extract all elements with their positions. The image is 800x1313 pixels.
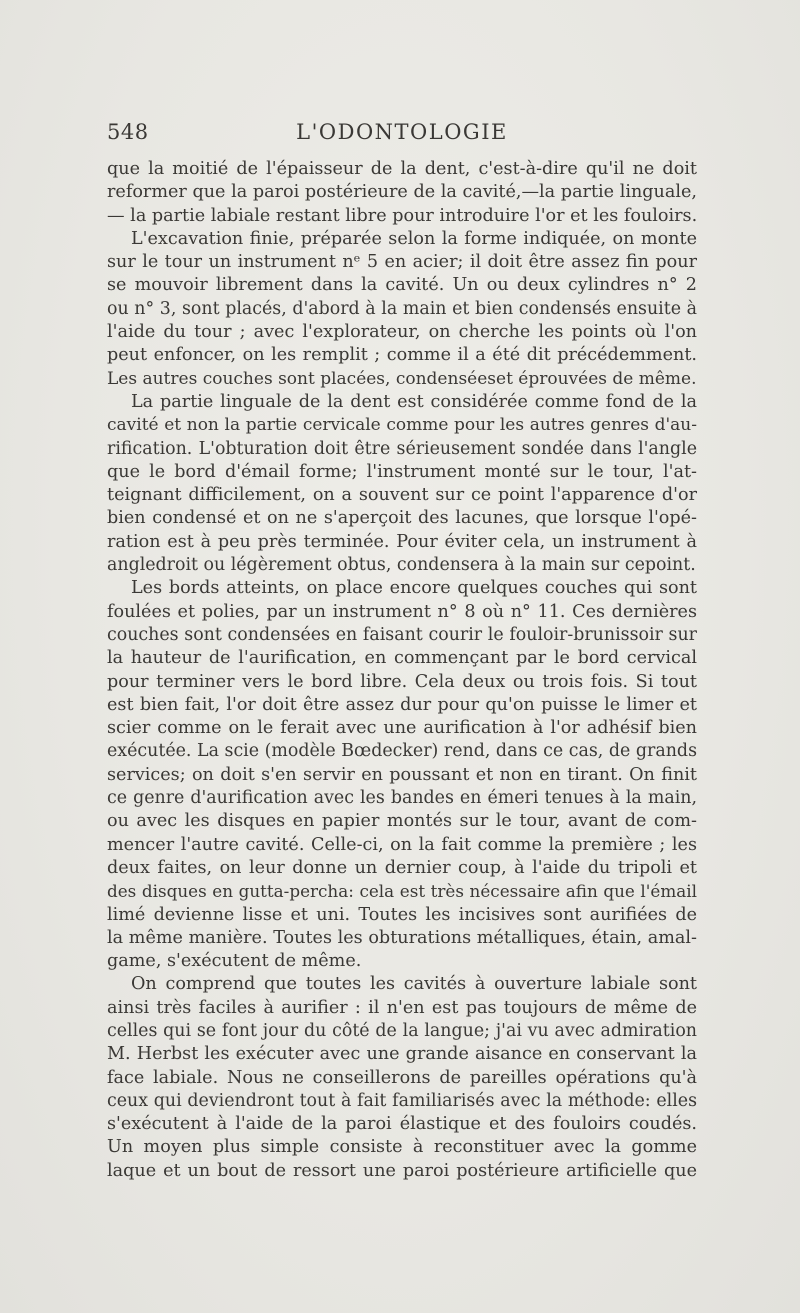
- text-line: est bien fait, l'or doit être assez dur pour qu'on puisse le limer et: [107, 694, 697, 715]
- text-line: reformer que la paroi postérieure de la cavité,—la partie linguale,: [107, 182, 697, 203]
- text-line: foulées et polies, par un instrument n° 8 où n° 11. Ces dernières: [107, 601, 697, 622]
- text-line: face labiale. Nous ne conseillerons de pareilles opérations qu'à: [107, 1067, 697, 1088]
- text-line: L'excavation finie, préparée selon la forme indiquée, on monte: [131, 228, 697, 249]
- text-line: l'aide du tour ; avec l'explorateur, on cherche les points où l'on: [107, 322, 697, 343]
- text-line: laque et un bout de ressort une paroi postérieure artificielle que: [107, 1160, 697, 1181]
- text-line: Un moyen plus simple consiste à reconstituer avec la gomme: [107, 1137, 697, 1158]
- text-line: la hauteur de l'aurification, en commençant par le bord cervical: [107, 648, 697, 669]
- text-line: rification. L'obturation doit être sérieusement sondée dans l'angle: [107, 438, 697, 459]
- body-text: [107, 158, 697, 1183]
- text-line: pour terminer vers le bord libre. Cela deux ou trois fois. Si tout: [107, 671, 697, 692]
- text-line: M. Herbst les exécuter avec une grande aisance en conservant la: [107, 1044, 697, 1065]
- text-line: Les autres couches sont placées, condenséeset éprouvées de même.: [107, 368, 697, 389]
- page-header: [107, 120, 697, 150]
- text-line: sur le tour un instrument nᵉ 5 en acier; il doit être assez fin pour: [107, 252, 697, 273]
- text-line: ceux qui deviendront tout à fait familiarisés avec la méthode: elles: [107, 1090, 697, 1111]
- text-line: s'exécutent à l'aide de la paroi élastique et des fouloirs coudés.: [107, 1114, 697, 1135]
- running-title: L'ODONTOLOGIE: [296, 120, 508, 144]
- text-line: exécutée. La scie (modèle Bœdecker) rend, dans ce cas, de grands: [107, 741, 697, 762]
- text-line: que le bord d'émail forme; l'instrument monté sur le tour, l'at-: [107, 461, 697, 482]
- text-line: peut enfoncer, on les remplit ; comme il a été dit précédemment.: [107, 345, 697, 366]
- text-line: mencer l'autre cavité. Celle-ci, on la fait comme la première ; les: [107, 834, 697, 855]
- text-line: celles qui se font jour du côté de la langue; j'ai vu avec admiration: [107, 1020, 697, 1041]
- text-line: cavité et non la partie cervicale comme pour les autres genres d'au-: [107, 415, 697, 436]
- text-line: scier comme on le ferait avec une aurification à l'or adhésif bien: [107, 718, 697, 739]
- text-line: couches sont condensées en faisant courir le fouloir-brunissoir sur: [107, 624, 697, 645]
- text-line: se mouvoir librement dans la cavité. Un ou deux cylindres n° 2: [107, 275, 697, 296]
- text-line: ration est à peu près terminée. Pour éviter cela, un instrument à: [107, 531, 697, 552]
- text-line: Les bords atteints, on place encore quelques couches qui sont: [131, 578, 697, 599]
- text-line: La partie linguale de la dent est considérée comme fond de la: [131, 391, 697, 412]
- text-line: que la moitié de l'épaisseur de la dent, c'est-à-dire qu'il ne doit: [107, 159, 697, 179]
- page-number: 548: [107, 120, 149, 144]
- text-line: bien condensé et on ne s'aperçoit des lacunes, que lorsque l'opé-: [107, 508, 697, 529]
- text-line: angledroit ou légèrement obtus, condensera à la main sur cepoint.: [107, 555, 696, 576]
- text-line: ou n° 3, sont placés, d'abord à la main et bien condensés ensuite à: [107, 298, 697, 319]
- text-line: game, s'exécutent de même.: [107, 951, 362, 972]
- text-line: On comprend que toutes les cavités à ouverture labiale sont: [131, 974, 697, 995]
- text-line: — la partie labiale restant libre pour introduire l'or et les fouloirs.: [107, 205, 697, 226]
- text-line: services; on doit s'en servir en poussant et non en tirant. On finit: [107, 764, 697, 785]
- text-line: limé devienne lisse et uni. Toutes les incisives sont aurifiées de: [107, 904, 697, 925]
- text-line: ce genre d'aurification avec les bandes en émeri tenues à la main,: [107, 788, 697, 809]
- text-line: ainsi très faciles à aurifier : il n'en est pas toujours de même de: [107, 997, 697, 1018]
- text-line: la même manière. Toutes les obturations métalliques, étain, amal-: [107, 927, 697, 948]
- text-line: des disques en gutta-percha: cela est très nécessaire afin que l'émail: [107, 881, 697, 902]
- text-line: teignant difficilement, on a souvent sur ce point l'apparence d'or: [107, 485, 697, 506]
- text-line: deux faites, on leur donne un dernier coup, à l'aide du tripoli et: [107, 857, 697, 878]
- text-line: ou avec les disques en papier montés sur le tour, avant de com-: [107, 811, 697, 832]
